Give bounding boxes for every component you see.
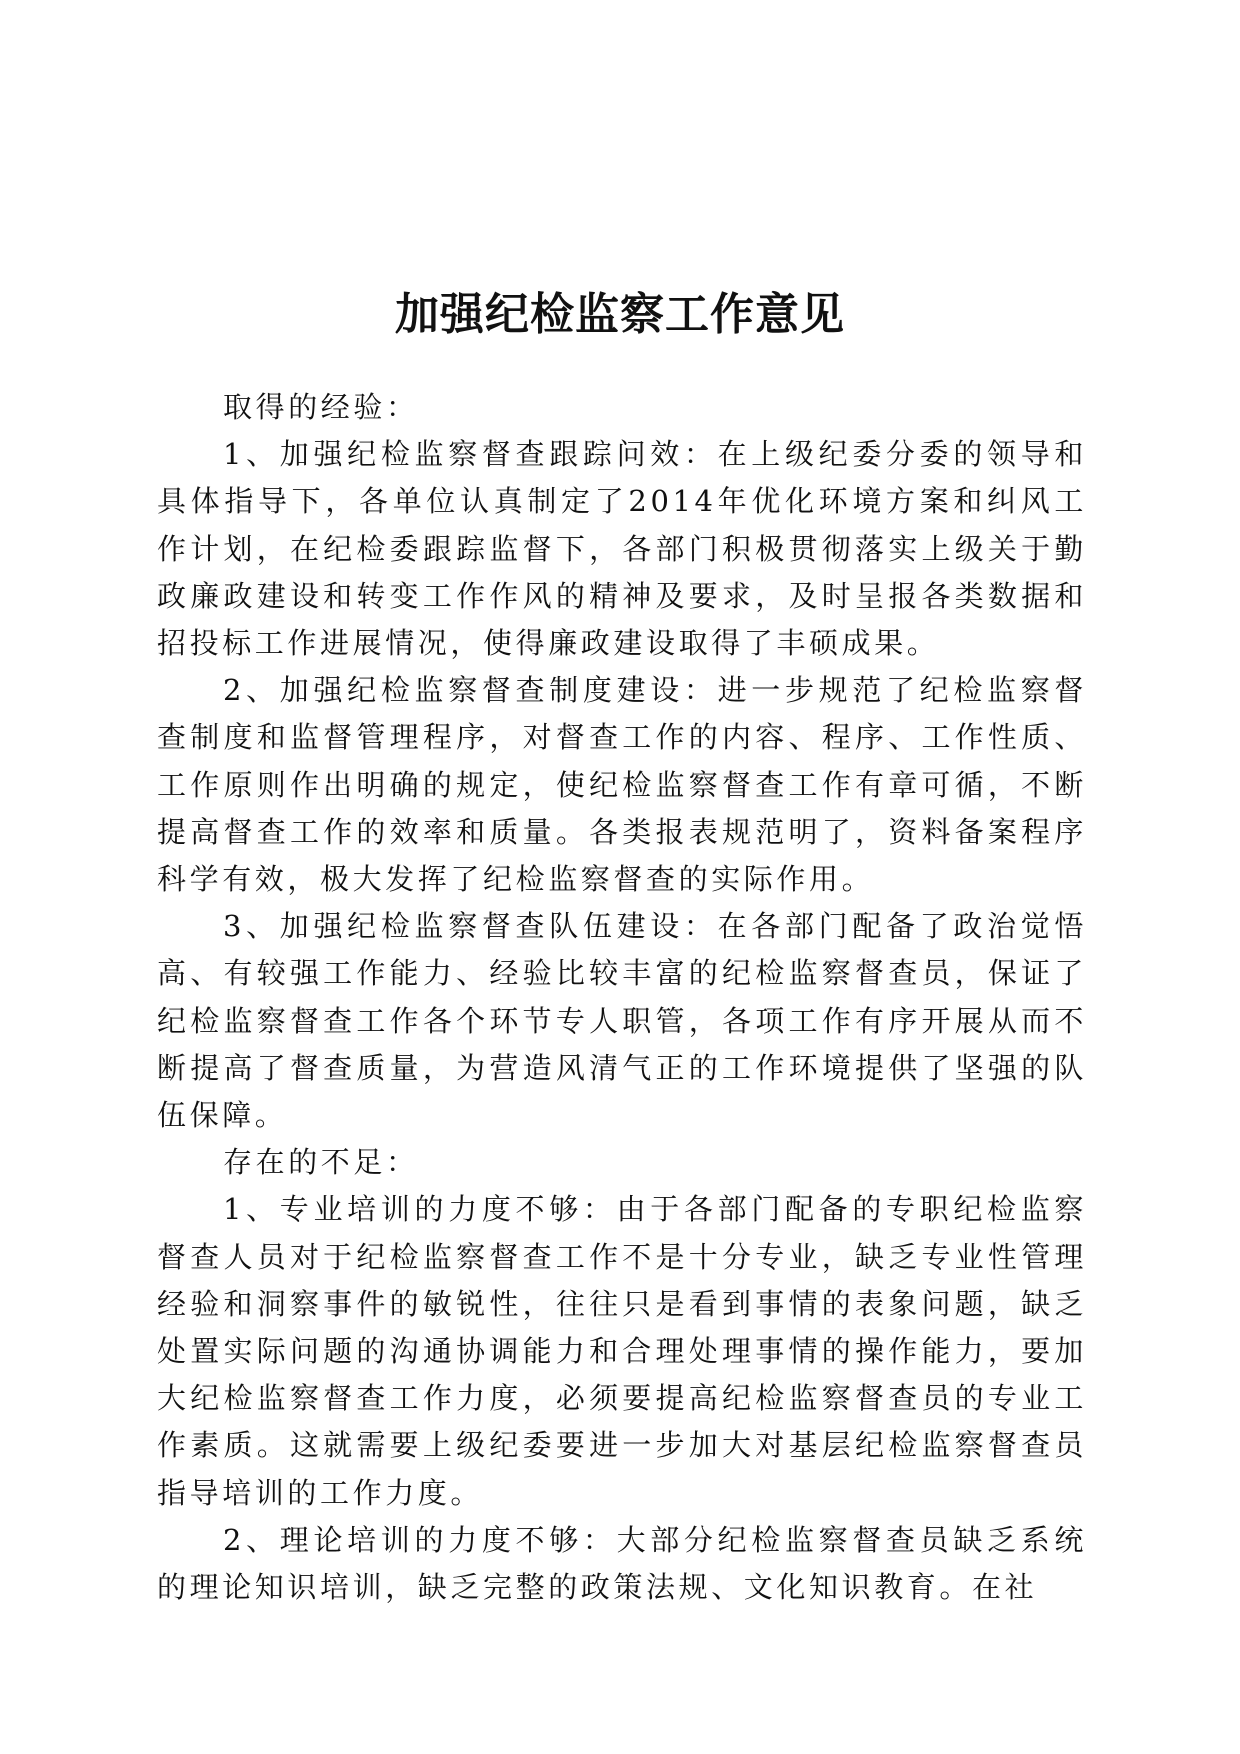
document-body [157,384,1087,1611]
section-heading-shortcomings: 存在的不足： [223,1145,419,1180]
paragraph: 1、加强纪检监察督查跟踪问效：在上级纪委分委的领导和具体指导下，各单位认真制定了2014年优化环境方案和纠风工作计划，在纪检委跟踪监督下，各部门积极贯彻落实上级关于勤政廉政建设和转变工作作风的精神及要求，及时呈报各类数据和招投标工作进展情况，使得廉政建设取得了丰硕成果。 [157,437,1087,661]
paragraph: 3、加强纪检监察督查队伍建设：在各部门配备了政治觉悟高、有较强工作能力、经验比较丰富的纪检监察督查员，保证了纪检监察督查工作各个环节专人职管，各项工作有序开展从而不断提高了督查质量，为营造风清气正的工作环境提供了坚强的队伍保障。 [157,909,1087,1133]
paragraph: 2、理论培训的力度不够：大部分纪检监察督查员缺乏系统的理论知识培训，缺乏完整的政策法规、文化知识教育。在社 [157,1522,1087,1605]
document-title: 加强纪检监察工作意见 [395,289,845,341]
section-heading-experience: 取得的经验： [223,390,419,424]
paragraph: 2、加强纪检监察督查制度建设：进一步规范了纪检监察督查制度和监督管理程序，对督查工作的内容、程序、工作性质、工作原则作出明确的规定，使纪检监察督查工作有章可循，不断提高督查工作的效率和质量。各类报表规范明了，资料备案程序科学有效，极大发挥了纪检监察督查的实际作用。 [157,673,1087,897]
paragraph: 1、专业培训的力度不够：由于各部门配备的专职纪检监察督查人员对于纪检监察督查工作不是十分专业，缺乏专业性管理经验和洞察事件的敏锐性，往往只是看到事情的表象问题，缺乏处置实际问题的沟通协调能力和合理处理事情的操作能力，要加大纪检监察督查工作力度，必须要提高纪检监察督查员的专业工作素质。这就需要上级纪委要进一步加大对基层纪检监察督查员指导培训的工作力度。 [157,1192,1087,1510]
